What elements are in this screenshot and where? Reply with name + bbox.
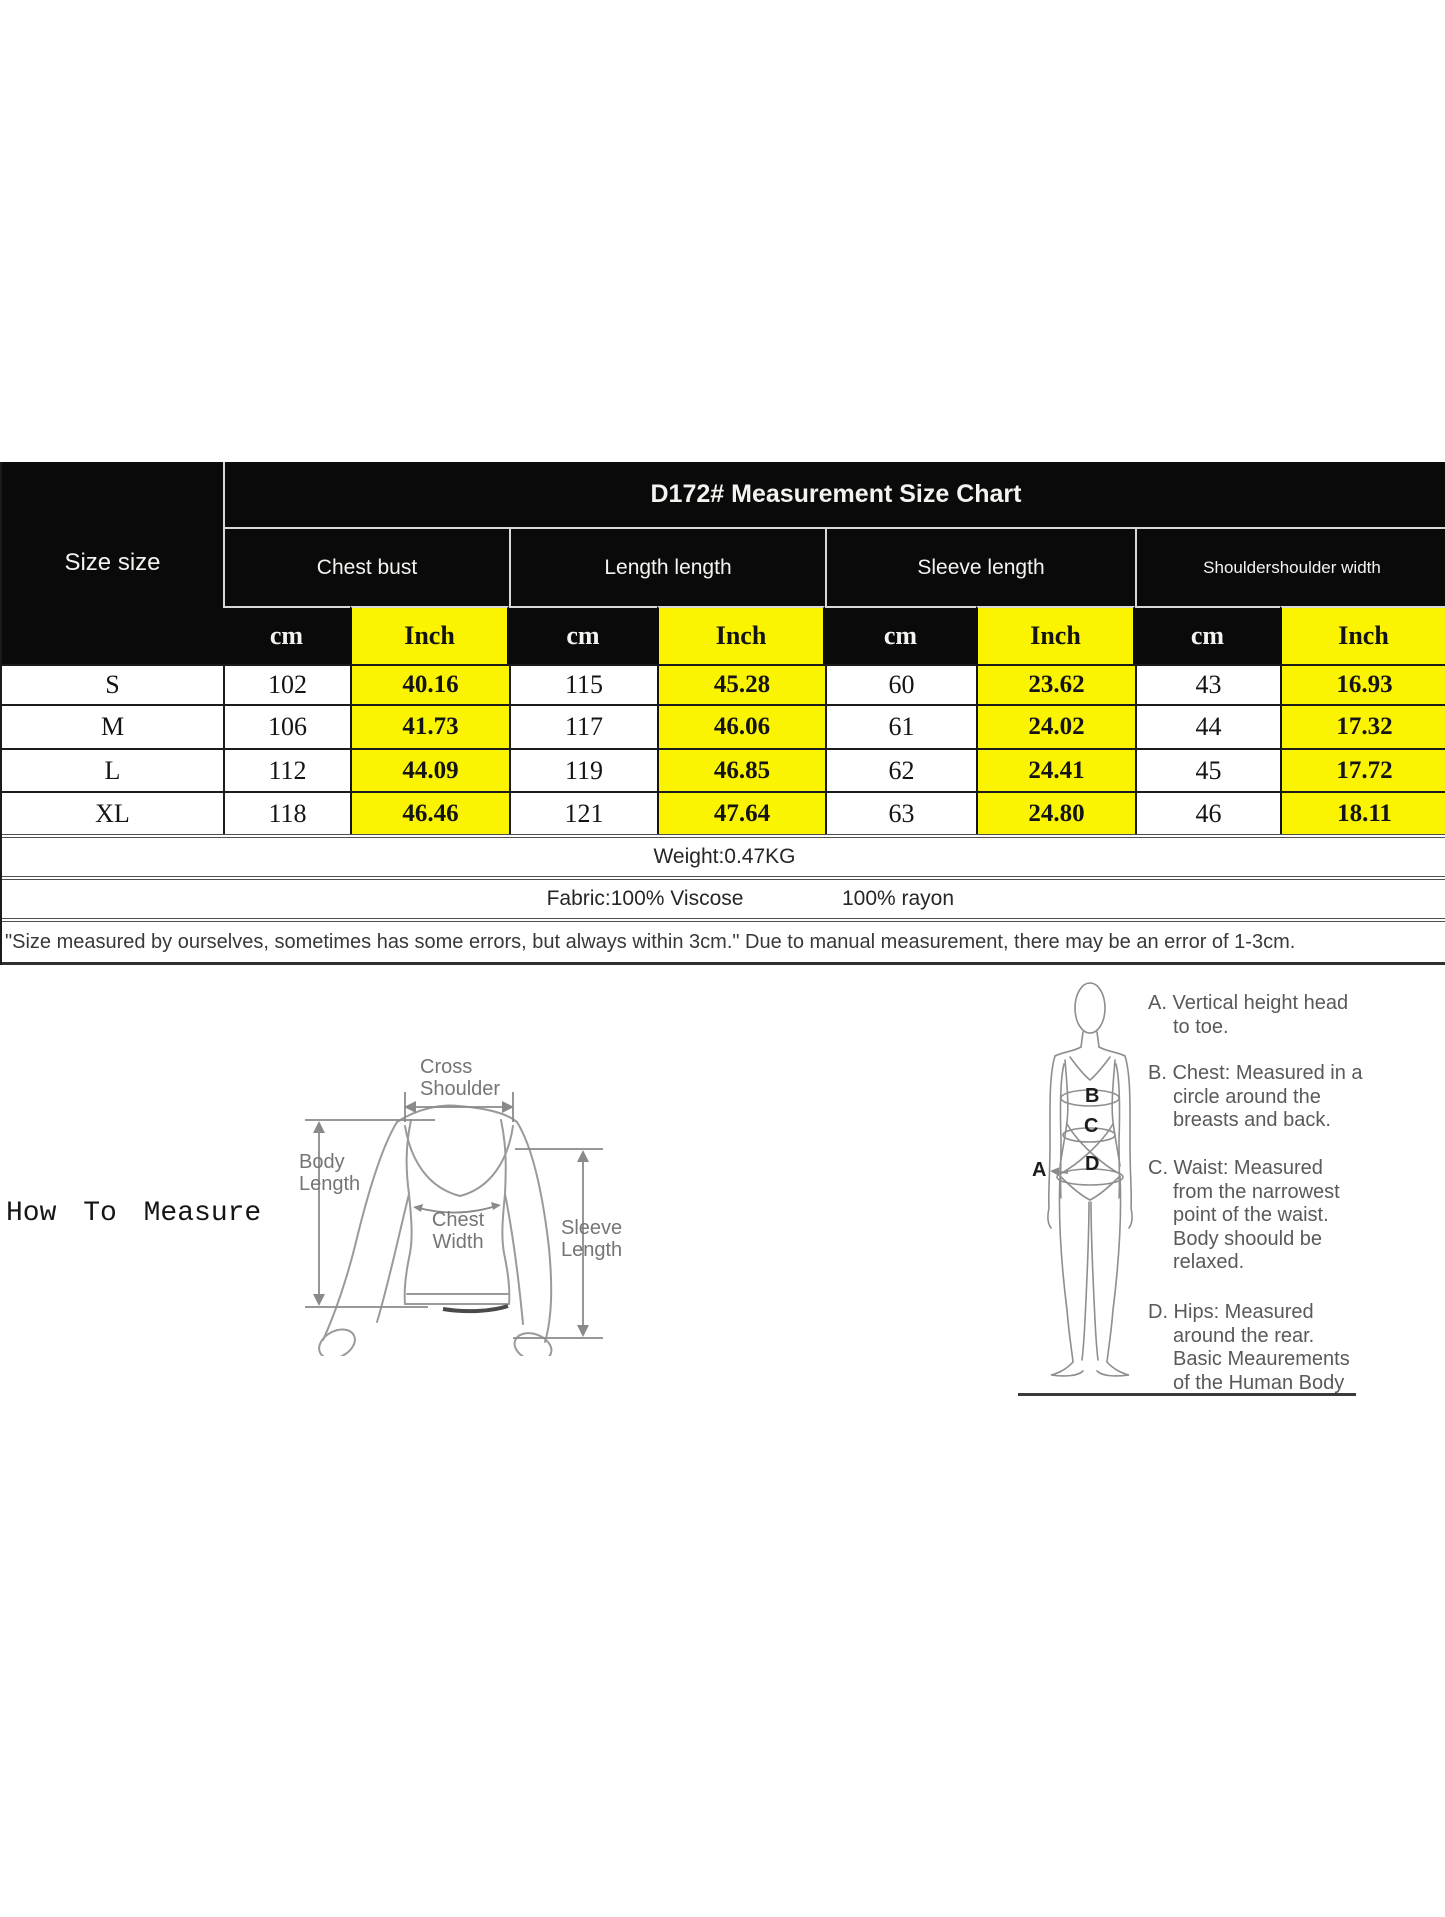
fabric-main: Fabric:100% Viscose [546,887,744,910]
size-cell: XL [2,791,223,834]
value-cell: 61 [825,704,976,748]
figure-label-c: C [1084,1115,1099,1137]
note-line: A. Vertical height head [1148,992,1349,1014]
note-line: Basic Meaurements [1173,1348,1350,1370]
value-cell: 115 [509,664,657,704]
value-cell: 17.72 [1280,748,1445,791]
table-title: D172# Measurement Size Chart [223,462,1445,527]
value-cell: 46.06 [657,704,825,748]
group-header-sleeve: Sleeve length [825,527,1135,606]
value-cell: 45.28 [657,664,825,704]
value-cell: 40.16 [350,664,509,704]
value-cell: 24.80 [976,791,1135,834]
note-line: point of the waist. [1173,1204,1329,1226]
figure-label-b: B [1085,1085,1100,1107]
note-line: D. Hips: Measured [1148,1301,1314,1323]
body-length-label-line1: Body [299,1151,345,1173]
note-line: C. Waist: Measured [1148,1157,1323,1179]
value-cell: 16.93 [1280,664,1445,704]
figure-underline [1018,1393,1356,1396]
value-cell: 60 [825,664,976,704]
value-cell: 44 [1135,704,1280,748]
value-cell: 102 [223,664,350,704]
note-b [1148,1062,1363,1133]
value-cell: 18.11 [1280,791,1445,834]
fabric-row [2,876,1445,918]
value-cell: 41.73 [350,704,509,748]
size-cell: L [2,748,223,791]
fabric-alt: 100% rayon [841,887,955,910]
note-line: Body shoould be [1173,1227,1323,1250]
garment-measure-diagram [293,1056,628,1356]
figure-label-a: A [1032,1159,1047,1181]
value-cell: 46 [1135,791,1280,834]
value-cell: 119 [509,748,657,791]
chest-width-label-line1: Chest [431,1209,485,1231]
group-header-shoulder: Shouldershoulder width [1135,527,1445,606]
value-cell: 118 [223,791,350,834]
sleeve-length-label-line1: Sleeve [561,1217,623,1239]
unit-inch: Inch [1280,606,1445,664]
corner-size-label: Size size [2,462,223,664]
note-d [1148,1301,1350,1395]
note-line: of the Human Body [1173,1371,1345,1394]
sleeve-length-label-line2: Length [561,1239,623,1261]
note-line: around the rear. [1173,1324,1315,1347]
value-cell: 17.32 [1280,704,1445,748]
unit-cm: cm [509,606,657,664]
value-cell: 45 [1135,748,1280,791]
value-cell: 121 [509,791,657,834]
body-length-label-line2: Length [299,1173,361,1195]
note-line: relaxed. [1173,1251,1245,1273]
unit-cm: cm [825,606,976,664]
note-line: from the narrowest [1173,1180,1340,1203]
value-cell: 44.09 [350,748,509,791]
value-cell: 24.41 [976,748,1135,791]
value-cell: 46.85 [657,748,825,791]
group-header-length: Length length [509,527,825,606]
unit-cm: cm [223,606,350,664]
value-cell: 117 [509,704,657,748]
value-cell: 46.46 [350,791,509,834]
size-cell: S [2,664,223,704]
note-line: circle around the [1173,1085,1321,1108]
measurement-size-table [0,462,1445,965]
note-line: breasts and back. [1173,1109,1331,1131]
weight-row: Weight:0.47KG [2,834,1445,876]
value-cell: 112 [223,748,350,791]
cross-shoulder-label-line2: Shoulder [420,1078,501,1100]
figure-label-d: D [1085,1153,1100,1175]
size-cell: M [2,704,223,748]
unit-inch: Inch [976,606,1135,664]
value-cell: 23.62 [976,664,1135,704]
value-cell: 43 [1135,664,1280,704]
unit-cm: cm [1135,606,1280,664]
note-line: to toe. [1173,1015,1229,1038]
value-cell: 62 [825,748,976,791]
note-c [1148,1157,1340,1275]
how-to-measure-heading: How To Measure [6,1198,262,1229]
value-cell: 106 [223,704,350,748]
group-header-chest: Chest bust [223,527,509,606]
value-cell: 47.64 [657,791,825,834]
unit-inch: Inch [350,606,509,664]
note-a [1148,992,1348,1039]
chest-width-label-line2: Width [432,1231,484,1253]
cross-shoulder-label-line1: Cross [420,1056,473,1078]
value-cell: 63 [825,791,976,834]
value-cell: 24.02 [976,704,1135,748]
body-measure-figure [1020,980,1145,1400]
note-line: B. Chest: Measured in a [1148,1062,1363,1084]
disclaimer-text: "Size measured by ourselves, sometimes has some errors, but always within 3cm." Due to manual measurement, there may be an error of 1-3cm. [2,918,1445,965]
unit-inch: Inch [657,606,825,664]
